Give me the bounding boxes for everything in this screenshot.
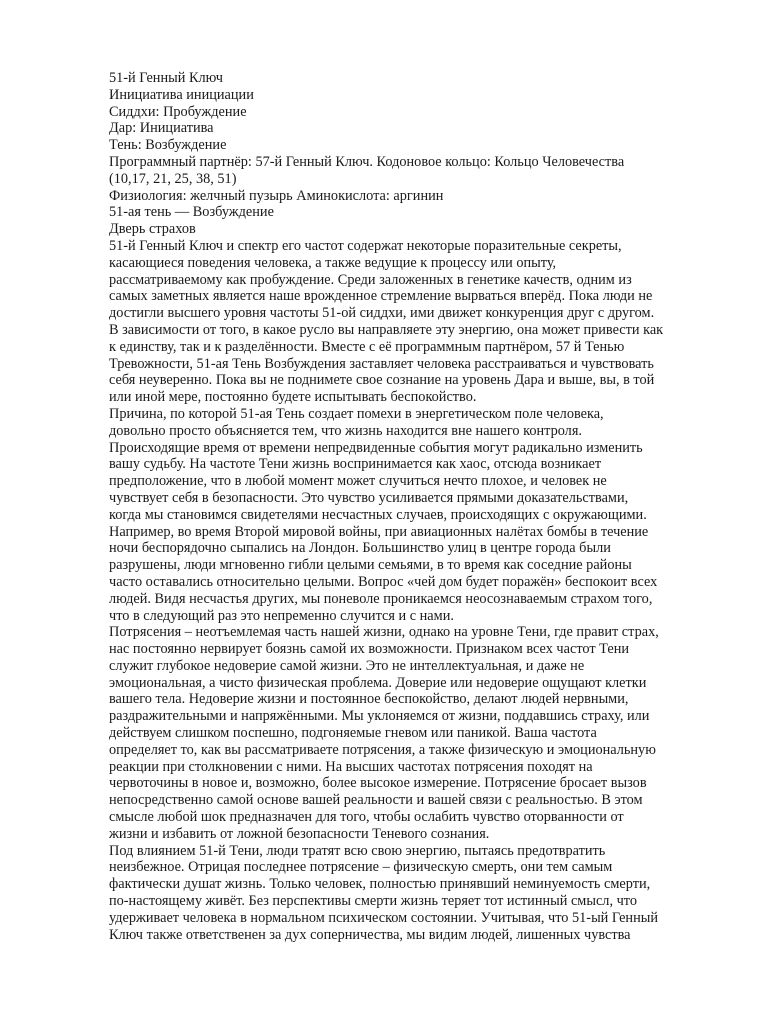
paragraph-line: Под влиянием 51-й Тени, люди тратят всю свою энергию, пытаясь предотвратить — [109, 842, 606, 859]
paragraph-line: рассматриваемому как пробуждение. Среди заложенных в генетике качеств, одним из — [109, 271, 632, 288]
paragraph-line: Тревожности, 51-ая Тень Возбуждения заставляет человека расстраиваться и чувствовать — [109, 355, 654, 372]
programming-partner-line: Программный партнёр: 57-й Генный Ключ. Кодоновое кольцо: Кольцо Человечества — [109, 153, 625, 170]
paragraph — [109, 406, 711, 624]
paragraph-line: 51-й Генный Ключ и спектр его частот содержат некоторые поразительные секреты, — [109, 237, 622, 254]
paragraph-line: предположение, что в любой момент может случиться нечто плохое, и человек не — [109, 473, 607, 490]
paragraph-line: или иной мере, постоянно будете испытывать беспокойство. — [109, 389, 477, 406]
paragraph-line: реакции при столкновении с ними. На высших частотах потрясения походят на — [109, 758, 593, 775]
paragraph-line: действуем слишком поспешно, подгоняемые гневом или паникой. Ваша частота — [109, 725, 597, 742]
shadow-heading: 51-ая тень — Возбуждение — [109, 204, 274, 221]
document-page — [109, 70, 711, 943]
physiology-line: Физиология: желчный пузырь Аминокислота: аргинин — [109, 187, 444, 204]
paragraph — [109, 238, 711, 406]
paragraph-line: В зависимости от того, в какое русло вы направляете эту энергию, она может привести как — [109, 321, 664, 338]
paragraph-line: что в следующий раз это непременно случится и с нами. — [109, 607, 454, 624]
paragraph-line: ночи беспорядочно сыпались на Лондон. Большинство улиц в центре города были — [109, 540, 611, 557]
paragraph-line: к единству, так и к разделённости. Вместе с её программным партнёром, 57 й Тенью — [109, 338, 625, 355]
codon-ring-numbers: (10,17, 21, 25, 38, 51) — [109, 170, 237, 187]
paragraph-line: Ключ также ответственен за дух соперничества, мы видим людей, лишенных чувства — [109, 926, 631, 943]
paragraph-line: часто оставались относительно целыми. Вопрос «чей дом будет поражён» беспокоит всех — [109, 573, 658, 590]
gift-line: Дар: Инициатива — [109, 120, 214, 137]
paragraph-line: Потрясения – неотъемлемая часть нашей жизни, однако на уровне Тени, где правит страх, — [109, 624, 659, 641]
shadow-line: Тень: Возбуждение — [109, 137, 227, 154]
paragraph-line: смысле любой шок предназначен для того, чтобы ослабить чувство оторванности от — [109, 809, 624, 826]
gene-key-title: 51-й Генный Ключ — [109, 70, 223, 86]
paragraph-line: Происходящие время от времени непредвиденные события могут радикально изменить — [109, 439, 643, 456]
paragraph-line: разрушены, люди мгновенно гибли целыми семьями, в то время как соседние районы — [109, 557, 632, 574]
paragraph-line: непосредственно самой основе вашей реальности и вашей связи с реальностью. В этом — [109, 792, 643, 809]
siddhi-line: Сиддхи: Пробуждение — [109, 103, 247, 120]
paragraph-line: служит глубокое недоверие самой жизни. Это не интеллектуальная, и даже не — [109, 657, 585, 674]
paragraph-line: вашего тела. Недоверие жизни и постоянное беспокойство, делают людей нервными, — [109, 691, 629, 708]
paragraph-line: определяет то, как вы рассматриваете потрясения, а также физическую и эмоциональную — [109, 741, 656, 758]
paragraph-line: по-настоящему живёт. Без перспективы смерти жизнь теряет тот истинный смысл, что — [109, 893, 637, 910]
paragraph — [109, 843, 711, 944]
paragraph-line: самых заметных является наше врожденное стремление вырваться вперёд. Пока люди не — [109, 288, 653, 305]
paragraph-line: удерживает человека в нормальном психическом состоянии. Учитывая, что 51-ый Генный — [109, 909, 658, 926]
paragraph-line: Например, во время Второй мировой войны, при авиационных налётах бомбы в течение — [109, 523, 649, 540]
paragraph-line: когда мы становимся свидетелями несчастных случаев, происходящих с окружающими. — [109, 506, 647, 523]
paragraph-line: себя неуверенно. Пока вы не поднимете свое сознание на уровень Дара и выше, вы, в той — [109, 372, 655, 389]
paragraph-line: раздражительными и напряжёнными. Мы уклоняемся от жизни, поддавшись страху, или — [109, 708, 650, 725]
paragraph-line: жизни и избавить от ложной безопасности Теневого сознания. — [109, 825, 490, 842]
paragraph-line: касающиеся поведения человека, а также ведущие к процессу или опыту, — [109, 254, 557, 271]
section-heading: Дверь страхов — [109, 221, 196, 238]
paragraph-line: людей. Видя несчастья других, мы поневоле проникаемся неосознаваемым страхом того, — [109, 590, 653, 607]
paragraph-line: неизбежное. Отрицая последнее потрясение – физическую смерть, они тем самым — [109, 859, 613, 876]
paragraph-line: червоточины в новое и, возможно, более высокое измерение. Потрясение бросает вызов — [109, 775, 647, 792]
paragraph-line: эмоциональная, а чисто физическая проблема. Доверие или недоверие ощущают клетки — [109, 674, 647, 691]
paragraph-line: довольно просто объясняется тем, что жизнь находится вне нашего контроля. — [109, 422, 582, 439]
gene-key-subtitle: Инициатива инициации — [109, 86, 254, 103]
paragraph-line: чувствует себя в безопасности. Это чувство усиливается прямыми доказательствами, — [109, 489, 629, 506]
paragraph-line: достигли высшего уровня частоты 51-ой сиддхи, ими движет конкуренция друг с другом. — [109, 305, 655, 322]
paragraph-line: Причина, по которой 51-ая Тень создает помехи в энергетическом поле человека, — [109, 405, 604, 422]
paragraph-line: нас постоянно нервирует боязнь самой их возможности. Признаком всех частот Тени — [109, 641, 629, 658]
paragraph — [109, 624, 711, 842]
body-text — [109, 238, 711, 943]
paragraph-line: фактически душат жизнь. Только человек, полностью принявший неминуемость смерти, — [109, 876, 651, 893]
paragraph-line: вашу судьбу. На частоте Тени жизнь воспринимается как хаос, отсюда возникает — [109, 456, 602, 473]
